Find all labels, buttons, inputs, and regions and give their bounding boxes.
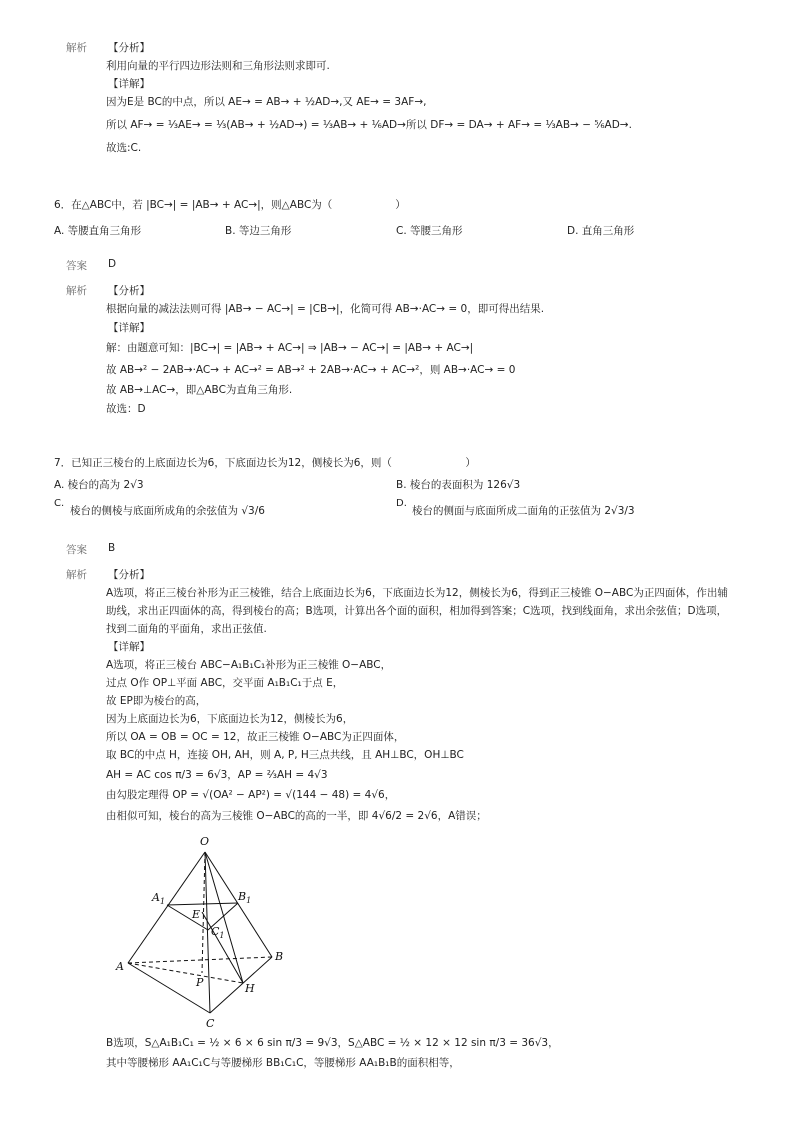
q7-b-line-1: B选项，S△A₁B₁C₁ = ½ × 6 × 6 sin π/3 = 9√3，S△ABC = ½ × 12 × 12 sin π/3 = 36√3， bbox=[106, 1037, 559, 1049]
prev-xiangjie-heading: 【详解】 bbox=[108, 78, 150, 90]
q7-b-line-2: 其中等腰梯形 AA₁C₁C与等腰梯形 BB₁C₁C，等腰梯形 AA₁B₁B的面积相等， bbox=[106, 1057, 460, 1069]
q6-answer: D bbox=[108, 258, 117, 270]
q7-option-b: B. 棱台的表面积为 126√3 bbox=[396, 479, 521, 491]
prev-fenxi-heading: 【分析】 bbox=[108, 42, 150, 54]
q6-fenxi-text: 根据向量的减法法则可得 |AB→ − AC→| = |CB→|，化简可得 AB→·AC→ = 0，即可得出结果. bbox=[106, 303, 545, 315]
q7-answer: B bbox=[108, 542, 116, 554]
prev-fenxi-text: 利用向量的平行四边形法则和三角形法则求即可. bbox=[106, 60, 330, 72]
q7-detail-8: 由勾股定理得 OP = √(OA² − AP²) = √(144 − 48) = 4√6， bbox=[106, 789, 396, 801]
edge-OB bbox=[205, 852, 272, 957]
daan-label: 答案 bbox=[66, 544, 87, 556]
point-A1: $A_1$ bbox=[152, 891, 166, 906]
point-A: A bbox=[116, 960, 124, 973]
point-B1: $B_1$ bbox=[238, 890, 252, 905]
point-P: P bbox=[196, 976, 204, 989]
edge-OC bbox=[205, 852, 210, 1013]
edge-A1C1 bbox=[167, 905, 208, 930]
q6-option-b: B. 等边三角形 bbox=[225, 225, 292, 237]
q7-xiangjie-heading: 【详解】 bbox=[108, 641, 150, 653]
q7-fenxi-line-1: A选项，将正三棱台补形为正三棱锥，结合上底面边长为6，下底面边长为12，侧棱长为6，得到正三棱锥 O−ABC为正四面体，作出辅 bbox=[106, 587, 728, 599]
q6-option-c: C. 等腰三角形 bbox=[396, 225, 463, 237]
q7-option-c-letter: C. bbox=[54, 498, 65, 509]
q7-stem: 7．已知正三棱台的上底面边长为6，下底面边长为12，侧棱长为6，则（ ） bbox=[54, 457, 476, 469]
q6-line-2: 故 AB→² − 2AB→·AC→ + AC→² = AB→² + 2AB→·AC→ + AC→²，则 AB→·AC→ = 0 bbox=[106, 364, 516, 376]
edge-AB-dashed bbox=[128, 957, 272, 963]
q6-line-1: 解：由题意可知：|BC→| = |AB→ + AC→| ⇒ |AB→ − AC→| = |AB→ + AC→| bbox=[106, 342, 474, 354]
q7-fenxi-heading: 【分析】 bbox=[108, 569, 150, 581]
q6-option-d: D. 直角三角形 bbox=[567, 225, 635, 237]
prev-line-1: 因为E是 BC的中点，所以 AE→ = AB→ + ½AD→,又 AE→ = 3AF→, bbox=[106, 96, 427, 108]
q6-stem: 6．在△ABC中，若 |BC→| = |AB→ + AC→|，则△ABC为（ ） bbox=[54, 199, 406, 211]
point-C: C bbox=[206, 1017, 215, 1030]
prev-line-2: 所以 AF→ = ⅓AE→ = ⅓(AB→ + ½AD→) = ⅓AB→ + ⅙AD→所以 DF→ = DA→ + AF→ = ⅓AB→ − ⅚AD→. bbox=[106, 119, 632, 131]
q6-line-3: 故 AB→⊥AC→，即△ABC为直角三角形. bbox=[106, 384, 293, 396]
point-E: E bbox=[192, 908, 201, 921]
pyramid-figure bbox=[110, 830, 290, 1030]
q7-option-d: 棱台的侧面与底面所成二面角的正弦值为 2√3/3 bbox=[412, 505, 635, 517]
q7-option-c: 棱台的侧棱与底面所成角的余弦值为 √3/6 bbox=[70, 505, 265, 517]
q6-option-a: A. 等腰直角三角形 bbox=[54, 225, 142, 237]
q6-fenxi-heading: 【分析】 bbox=[108, 285, 150, 297]
q7-fenxi-line-3: 找到二面角的平面角，求出正弦值. bbox=[106, 623, 267, 635]
jiexi-label: 解析 bbox=[66, 285, 87, 297]
edge-A1B1 bbox=[167, 903, 238, 905]
point-B: B bbox=[275, 950, 284, 963]
q6-final: 故选：D bbox=[106, 403, 146, 415]
q7-detail-4: 因为上底面边长为6，下底面边长为12，侧棱长为6， bbox=[106, 713, 354, 725]
q7-detail-3: 故 EP即为棱台的高， bbox=[106, 695, 207, 707]
q7-option-d-letter: D. bbox=[396, 498, 407, 509]
point-H: H bbox=[245, 982, 255, 995]
edge-BC bbox=[210, 957, 272, 1013]
point-O: O bbox=[200, 835, 210, 848]
q7-detail-1: A选项，将正三棱台 ABC−A₁B₁C₁补形为正三棱锥 O−ABC， bbox=[106, 659, 392, 671]
jiexi-label: 解析 bbox=[66, 569, 87, 581]
point-C1: $C_1$ bbox=[211, 925, 225, 940]
q7-detail-5: 所以 OA = OB = OC = 12，故正三棱锥 O−ABC为正四面体， bbox=[106, 731, 405, 743]
q7-detail-9: 由相似可知，棱台的高为三棱锥 O−ABC的高的一半，即 4√6/2 = 2√6，A错误； bbox=[106, 810, 487, 822]
q7-option-a: A. 棱台的高为 2√3 bbox=[54, 479, 144, 491]
jiexi-label: 解析 bbox=[66, 42, 87, 54]
daan-label: 答案 bbox=[66, 260, 87, 272]
q6-xiangjie-heading: 【详解】 bbox=[108, 322, 150, 334]
q7-detail-6: 取 BC的中点 H，连接 OH, AH，则 A, P, H三点共线，且 AH⊥BC，OH⊥BC bbox=[106, 749, 464, 761]
q7-fenxi-line-2: 助线，求出正四面体的高，得到棱台的高；B选项，计算出各个面的面积，相加得到答案；C选项，找到线面角，求出余弦值；D选项， bbox=[106, 605, 728, 617]
edge-OH bbox=[205, 852, 243, 983]
q7-detail-2: 过点 O作 OP⊥平面 ABC，交平面 A₁B₁C₁于点 E， bbox=[106, 677, 344, 689]
prev-answer: 故选:C. bbox=[106, 142, 142, 154]
q7-detail-7: AH = AC cos π/3 = 6√3，AP = ⅔AH = 4√3 bbox=[106, 769, 328, 781]
